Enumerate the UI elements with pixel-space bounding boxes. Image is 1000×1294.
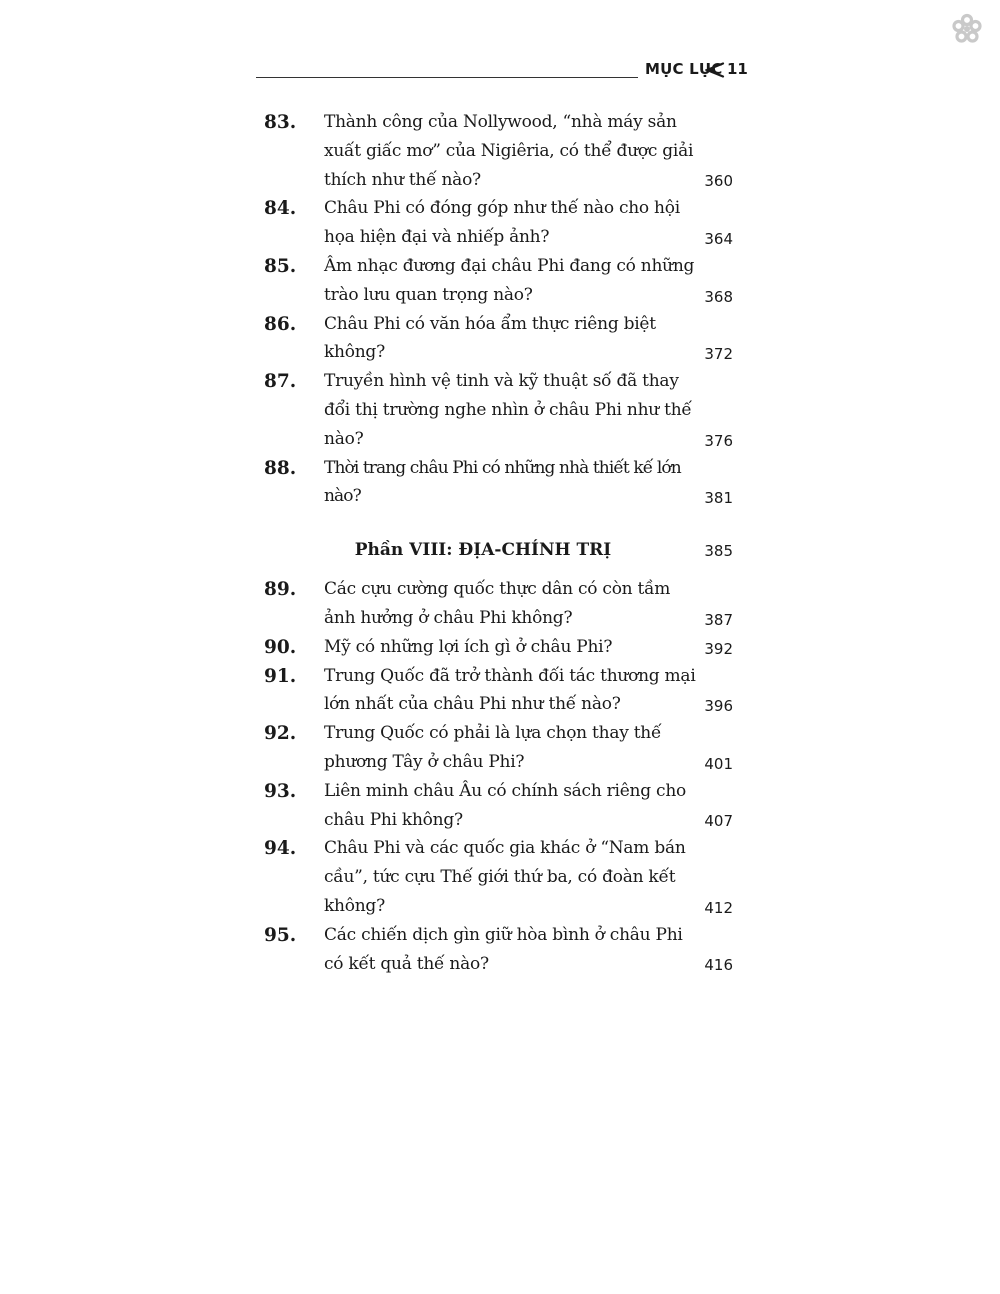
- entry-page: 372: [704, 345, 733, 364]
- entry-number: 91.: [264, 665, 297, 687]
- entry-number: 95.: [264, 924, 297, 946]
- entry-number: 90.: [264, 636, 297, 658]
- entry-title: Các cựu cường quốc thực dân có còn tầm ảnh hưởng ở châu Phi không?: [324, 579, 671, 628]
- entry-number: 87.: [264, 371, 297, 393]
- entry-title: Âm nhạc đương đại châu Phi đang có những trào lưu quan trọng nào?: [324, 255, 695, 305]
- entry-number: 93.: [264, 780, 297, 802]
- entry-page: 376: [704, 431, 733, 450]
- entry-number: 86.: [264, 313, 297, 335]
- toc-entry-93[interactable]: [264, 777, 744, 835]
- entry-page: 401: [704, 754, 733, 773]
- entry-page: 360: [704, 172, 733, 191]
- toc-entry-95[interactable]: [264, 921, 744, 979]
- entry-page: 396: [704, 697, 733, 716]
- toc-entry-94[interactable]: [264, 834, 744, 920]
- entry-page: 364: [704, 229, 733, 248]
- entry-number: 84.: [264, 198, 297, 220]
- entry-title: Châu Phi và các quốc gia khác ở “Nam bán cầu”, tức cựu Thế giới thứ ba, có đoàn kết không?: [324, 838, 686, 916]
- toc-entry-91[interactable]: [264, 662, 744, 720]
- entry-title: Châu Phi có đóng góp như thế nào cho hội họa hiện đại và nhiếp ảnh?: [324, 198, 680, 248]
- toc-entry-88[interactable]: [264, 454, 744, 512]
- table-of-contents: [264, 108, 744, 978]
- entry-page: 387: [704, 610, 733, 629]
- toc-entry-90[interactable]: [264, 633, 744, 662]
- entry-number: 85.: [264, 255, 297, 277]
- toc-entry-87[interactable]: [264, 367, 744, 453]
- toc-entry-85[interactable]: [264, 252, 744, 310]
- entry-number: 83.: [264, 112, 297, 133]
- header-rule: [256, 77, 638, 78]
- entry-number: 89.: [264, 579, 297, 601]
- entry-number: 88.: [264, 457, 297, 479]
- header-title: MỤC LỤC: [645, 60, 723, 78]
- section-heading[interactable]: [264, 511, 744, 575]
- entry-title: Truyền hình vệ tinh và kỹ thuật số đã thay đổi thị trường nghe nhìn ở châu Phi như thế nào?: [324, 371, 692, 449]
- entry-number: 94.: [264, 838, 297, 860]
- toc-entry-86[interactable]: [264, 310, 744, 368]
- toc-entry-92[interactable]: [264, 719, 744, 777]
- arrow-left-icon: [705, 62, 725, 78]
- entry-page: 368: [704, 287, 733, 306]
- entry-title: Thành công của Nollywood, “nhà máy sản xuất giấc mơ” của Nigiêria, có thể được giải thích như thế nào?: [324, 112, 694, 190]
- entry-number: 92.: [264, 723, 297, 745]
- entry-title: Các chiến dịch gìn giữ hòa bình ở châu Phi có kết quả thế nào?: [324, 924, 683, 974]
- entry-page: 407: [704, 812, 733, 831]
- toc-entry-84[interactable]: [264, 194, 744, 252]
- entry-title: Mỹ có những lợi ích gì ở châu Phi?: [324, 636, 613, 657]
- running-header: [256, 58, 748, 84]
- section-page: 385: [704, 542, 733, 561]
- entry-page: 381: [704, 489, 733, 508]
- entry-title: Trung Quốc có phải là lựa chọn thay thế phương Tây ở châu Phi?: [324, 723, 662, 772]
- toc-entry-89[interactable]: [264, 575, 744, 633]
- entry-page: 412: [704, 898, 733, 917]
- entry-title: Thời trang châu Phi có những nhà thiết kế lớn nào?: [324, 457, 681, 507]
- entry-title: Châu Phi có văn hóa ẩm thực riêng biệt không?: [324, 313, 656, 363]
- section-title: Phần VIII: ĐỊA-CHÍNH TRỊ: [354, 540, 612, 561]
- entry-title: Trung Quốc đã trở thành đối tác thương mại lớn nhất của châu Phi như thế nào?: [324, 665, 696, 715]
- entry-page: 416: [704, 956, 733, 975]
- toc-entry-83[interactable]: [264, 108, 744, 194]
- entry-title: Liên minh châu Âu có chính sách riêng cho châu Phi không?: [324, 780, 686, 830]
- flower-ornament-icon: [950, 12, 984, 46]
- page-number: 11: [727, 60, 748, 78]
- entry-page: 392: [704, 639, 733, 658]
